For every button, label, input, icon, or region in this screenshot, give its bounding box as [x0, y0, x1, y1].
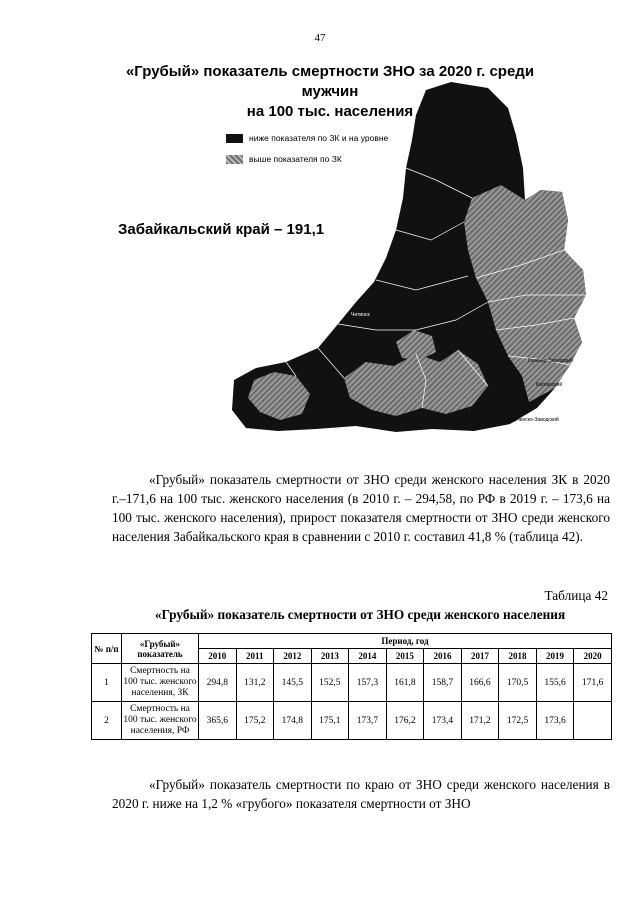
table-title: «Грубый» показатель смертности от ЗНО среди женского населения [154, 607, 566, 622]
header-year: 2014 [349, 649, 387, 664]
cell-value: 172,5 [499, 702, 537, 740]
map-label-kalgan: Калганский [536, 382, 563, 388]
cell-value: 171,2 [461, 702, 499, 740]
map-label-chitinsk: Читинск [351, 312, 370, 318]
legend-item-above [226, 154, 342, 164]
table-header-row-1 [92, 634, 612, 649]
cell-value: 145,5 [274, 664, 312, 702]
map-title-line2: на 100 тыс. населения [246, 103, 414, 120]
header-year: 2019 [536, 649, 574, 664]
row-num: 1 [92, 664, 122, 702]
header-year: 2018 [499, 649, 537, 664]
header-period: Период, год [199, 634, 612, 649]
row-indicator: Смертность на 100 тыс. женского населения, ЗК [122, 664, 199, 702]
cell-value: 365,6 [199, 702, 237, 740]
legend-swatch-dark [226, 134, 243, 143]
cell-value [574, 702, 612, 740]
header-year: 2020 [574, 649, 612, 664]
map-label-nerchinsk: Нерчинско-Заводский [508, 417, 559, 423]
cell-value: 174,8 [274, 702, 312, 740]
region-value-label: Забайкальский край – 191,1 [118, 221, 325, 238]
paragraph-2: «Грубый» показатель смертности по краю от ЗНО среди женского населения в 2020 г. ниже на 1,2 % «грубого» показателя смертности от ЗНО [112, 777, 610, 811]
cell-value: 173,6 [536, 702, 574, 740]
cell-value: 152,5 [311, 664, 349, 702]
map-title-line1: «Грубый» показатель смертности ЗНО за 2020 г. среди мужчин [125, 63, 535, 100]
cell-value: 171,6 [574, 664, 612, 702]
paragraph-1: «Грубый» показатель смертности от ЗНО среди женского населения ЗК в 2020 г.–171,6 на 100 тыс. женского населения (в 2010 г. – 294,58, по РФ в 2019 г. – 173,6 на 100 тыс. женского населения), прирост показателя смертности от ЗНО среди женского населения Забайкальского края в сравнении с 2010 г. составил 41,8 % (таблица 42). [112, 472, 610, 544]
header-year: 2010 [199, 649, 237, 664]
header-year: 2013 [311, 649, 349, 664]
header-year: 2016 [424, 649, 462, 664]
cell-value: 173,7 [349, 702, 387, 740]
cell-value: 158,7 [424, 664, 462, 702]
header-indicator: «Грубый» показатель [122, 634, 199, 664]
cell-value: 166,6 [461, 664, 499, 702]
cell-value: 294,8 [199, 664, 237, 702]
map-label-gazimur: Газимур-Заводский [528, 358, 573, 364]
legend-swatch-gray [226, 155, 243, 164]
header-year: 2015 [386, 649, 424, 664]
table-number: Таблица 42 [544, 588, 608, 603]
header-year: 2017 [461, 649, 499, 664]
legend-label-below: ниже показателя по ЗК и на уровне [249, 133, 389, 143]
cell-value: 155,6 [536, 664, 574, 702]
row-indicator: Смертность на 100 тыс. женского населения, РФ [122, 702, 199, 740]
table-row [92, 702, 612, 740]
row-num: 2 [92, 702, 122, 740]
header-year: 2011 [236, 649, 274, 664]
table-row [92, 664, 612, 702]
header-year: 2012 [274, 649, 312, 664]
mortality-table [91, 633, 612, 740]
legend-label-above: выше показателя по ЗК [249, 154, 342, 164]
cell-value: 173,4 [424, 702, 462, 740]
legend-item-below [226, 133, 388, 143]
cell-value: 170,5 [499, 664, 537, 702]
cell-value: 157,3 [349, 664, 387, 702]
cell-value: 161,8 [386, 664, 424, 702]
cell-value: 175,2 [236, 702, 274, 740]
cell-value: 176,2 [386, 702, 424, 740]
header-num: № п/п [92, 634, 122, 664]
page-number: 47 [314, 32, 326, 44]
cell-value: 175,1 [311, 702, 349, 740]
cell-value: 131,2 [236, 664, 274, 702]
